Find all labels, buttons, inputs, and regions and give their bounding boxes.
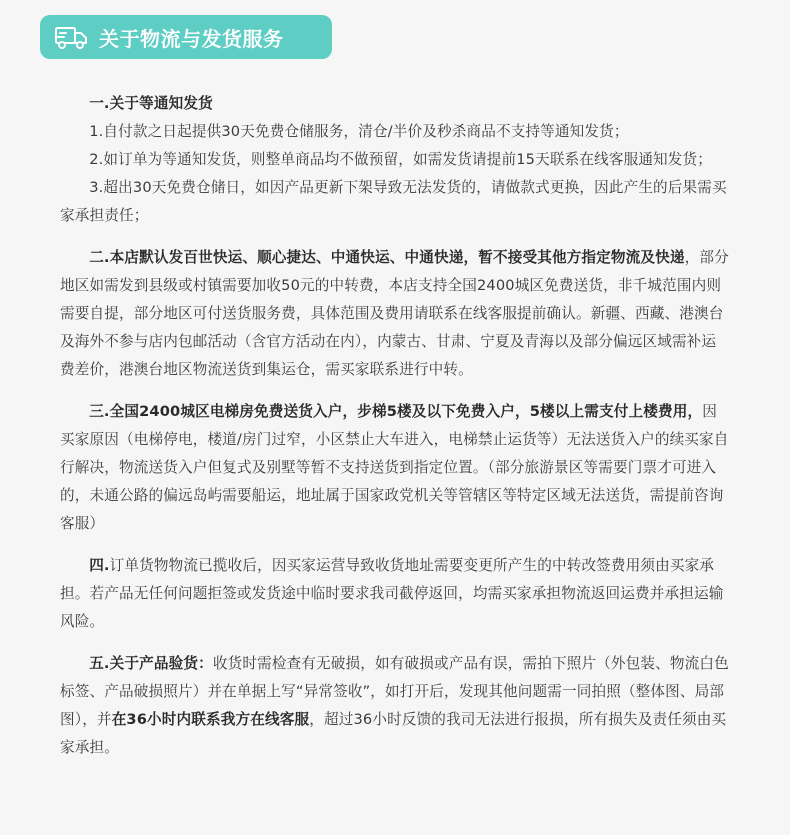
section3-text: 因买家原因（电梯停电，楼道/房门过窄，小区禁止大车进入，电梯禁止运货等）无法送货入户的续买家自行解决，物流送货入户但复式及别墅等暂不支持送货到指定位置。（部分旅游景区等需要门票才可进入的，未通公路的偏远岛屿需要船运，地址属于国家政党机关等管辖区等特定区域无法送货，需提前咨询客服） (60, 403, 729, 532)
section5-bold-2: 在36小时内联系我方在线客服 (111, 711, 310, 728)
section2-bold: 二.本店默认发百世快运、顺心捷达、中通快运、中通快递，暂不接受其他方指定物流及快递 (89, 249, 685, 266)
section1-heading: 一.关于等通知发货 (89, 95, 213, 112)
section4-paragraph (60, 552, 730, 636)
section1-item-3: 3.超出30天免费仓储日，如因产品更新下架导致无法发货的，请做款式更换，因此产生的后果需买家承担责任； (60, 179, 727, 224)
shipping-policy-content (60, 90, 730, 776)
section4-text: 订单货物物流已揽收后，因买家运营导致收货地址需要变更所产生的中转改签费用须由买家承担。若产品无任何问题拒签或发货途中临时要求我司截停返回，均需买家承担物流返回运费并承担运输风险。 (60, 557, 724, 630)
section4-bold: 四. (89, 557, 110, 574)
section2-text: ，部分地区如需发到县级或村镇需要加收50元的中转费，本店支持全国2400城区免费送货，非千城范围内则需要自提，部分地区可付送货服务费，具体范围及费用请联系在线客服提前确认。新疆、西藏、港澳台及海外不参与店内包邮活动（含官方活动在内），内蒙古、甘肃、宁夏及青海以及部分偏远区域需补运费差价，港澳台地区物流送货到集运仓，需买家联系进行中转。 (60, 249, 729, 378)
truck-icon (53, 23, 89, 51)
section5-text-1: 收货时需检查有无破损，如有破损或产品有误，需拍下照片（外包装、物流白色标签、产品破损照片）并在单据上写“异常签收”，如打开后，发现其他问题需一同拍照（整体图、局部图），并 (60, 655, 729, 728)
section5-bold: 五.关于产品验货： (89, 655, 213, 672)
header-title: 关于物流与发货服务 (99, 26, 284, 51)
section3-bold: 三.全国2400城区电梯房免费送货入户，步梯5楼及以下免费入户，5楼以上需支付上楼费用， (89, 403, 703, 420)
section3-paragraph (60, 398, 730, 538)
section2-paragraph (60, 244, 730, 384)
section1-item-1: 1.自付款之日起提供30天免费仓储服务，清仓/半价及秒杀商品不支持等通知发货； (89, 123, 629, 140)
section5-paragraph (60, 650, 730, 762)
section-header (40, 15, 332, 59)
section1-item-2: 2.如订单为等通知发货，则整单商品均不做预留，如需发货请提前15天联系在线客服通知发货； (89, 151, 713, 168)
section5-text-2: ，超过36小时反馈的我司无法进行报损，所有损失及责任须由买家承担。 (60, 711, 727, 756)
